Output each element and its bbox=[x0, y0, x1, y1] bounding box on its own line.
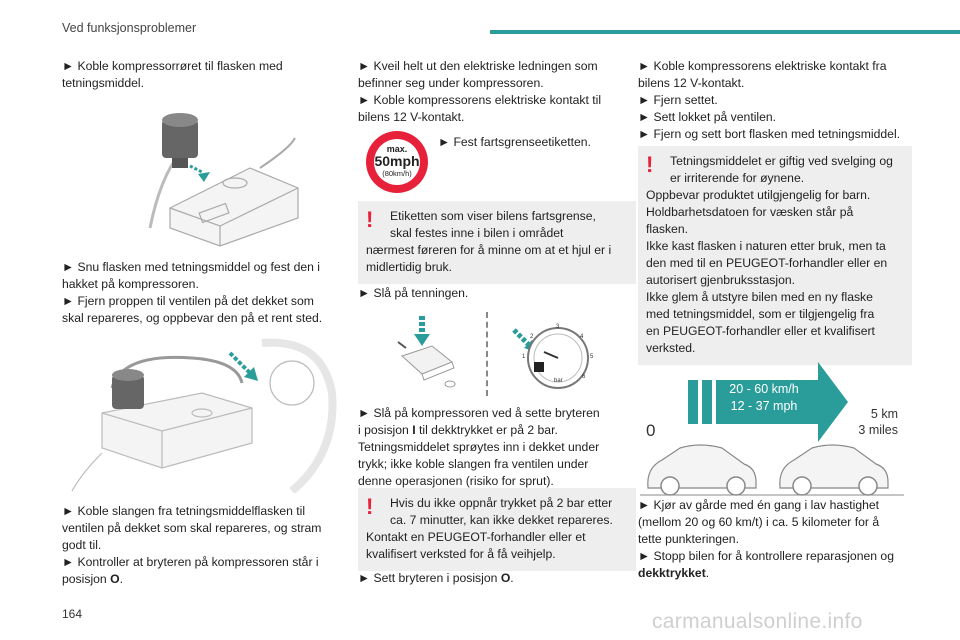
text-line: bilens 12 V-kontakt. bbox=[358, 110, 465, 124]
text-line: skal repareres, og oppbevar den på et rent sted. bbox=[62, 311, 323, 325]
text-line: ► Koble kompressorens elektriske kontakt fra bbox=[638, 59, 887, 73]
text-line: (mellom 20 og 60 km/t) i ca. 5 kilometer for å bbox=[638, 515, 880, 529]
compressor-hose-illustration bbox=[62, 333, 340, 493]
text-line: tetningsmiddel. bbox=[62, 76, 144, 90]
text-line: Etiketten som viser bilens fartsgrense, bbox=[390, 209, 596, 223]
text-line: Holdbarhetsdatoen for væsken står på bbox=[646, 205, 854, 219]
text-line: Tetningsmiddelet sprøytes inn i dekket under bbox=[358, 440, 600, 454]
text-line: bilens 12 V-kontakt. bbox=[638, 76, 745, 90]
column-2b bbox=[358, 405, 636, 490]
distance-km-text: 5 km bbox=[870, 407, 898, 421]
text-line: nærmest føreren for å minne om at et hjul er i bbox=[366, 243, 612, 257]
gauge-label-2: 2 bbox=[530, 334, 534, 340]
col1-paragraph-1 bbox=[62, 58, 340, 92]
header-bar bbox=[490, 30, 960, 34]
header-title: Ved funksjonsproblemer bbox=[62, 21, 197, 35]
text-line: posisjon O. bbox=[62, 572, 123, 586]
label-instruction: ► Fest fartsgrenseetiketten. bbox=[438, 135, 591, 149]
watermark-text: carmanualsonline.info bbox=[652, 610, 863, 633]
text-line: tette punkteringen. bbox=[638, 532, 739, 546]
text-line: verksted. bbox=[646, 341, 696, 355]
col2-paragraph-compressor bbox=[358, 405, 636, 490]
text-line: autorisert gjenbruksstasjon. bbox=[646, 273, 796, 287]
gauge-label-1: 1 bbox=[522, 354, 526, 360]
col2-paragraph-1 bbox=[358, 58, 636, 126]
text-line: Ikke glem å utstyre bilen med en ny flaske bbox=[646, 290, 873, 304]
distance-miles-text: 3 miles bbox=[858, 423, 898, 437]
text-line: denne operasjonen (risiko for sprut). bbox=[358, 474, 554, 488]
text-line: befinner seg under kompressoren. bbox=[358, 76, 544, 90]
column-1b bbox=[62, 259, 340, 327]
sign-main-text: 50mph bbox=[374, 153, 420, 169]
ignition-instruction: ► Slå på tenningen. bbox=[358, 286, 469, 300]
text-line: Tetningsmiddelet er giftig ved svelging og bbox=[670, 154, 893, 168]
text-line: en PEUGEOT-forhandler eller et kvalifisert bbox=[646, 324, 875, 338]
column-2 bbox=[358, 58, 636, 126]
text-line: skal festes inne i bilen i området bbox=[390, 226, 564, 240]
text-line: ► Fjern og sett bort flasken med tetningsmiddel. bbox=[638, 127, 901, 141]
switch-illustration bbox=[392, 316, 472, 388]
warning-box-label bbox=[358, 201, 636, 284]
warning-box-toxic bbox=[638, 146, 912, 365]
text-line: ► Kontroller at bryteren på kompressoren står i bbox=[62, 555, 319, 569]
warning-icon: ! bbox=[646, 152, 654, 177]
col3-paragraph-drive bbox=[638, 497, 904, 582]
text-line: Oppbevar produktet utilgjengelig for barn. bbox=[646, 188, 871, 202]
sign-top-text: max. bbox=[386, 144, 408, 154]
gauge-label-4: 4 bbox=[580, 334, 584, 340]
speed-mph-text: 12 - 37 mph bbox=[730, 399, 798, 413]
text-line: godt til. bbox=[62, 538, 102, 552]
text-line: ► Koble kompressorrøret til flasken med bbox=[62, 59, 283, 73]
sign-sub-text: (80km/h) bbox=[382, 169, 412, 178]
page-number: 164 bbox=[62, 607, 83, 621]
switch-off-instruction: ► Sett bryteren i posisjon O. bbox=[358, 571, 514, 585]
text-line: ► Sett lokket på ventilen. bbox=[638, 110, 777, 124]
col1-paragraph-2 bbox=[62, 259, 340, 327]
column-1c bbox=[62, 503, 340, 588]
warning-icon: ! bbox=[366, 494, 374, 519]
speed-limit-sign bbox=[364, 129, 430, 195]
text-line: hakket på kompressoren. bbox=[62, 277, 199, 291]
column-3b bbox=[638, 497, 904, 582]
text-line: ► Koble slangen fra tetningsmiddelflasken til bbox=[62, 504, 306, 518]
speed-kmh-text: 20 - 60 km/h bbox=[729, 382, 799, 396]
text-line: ► Koble kompressorens elektriske kontakt til bbox=[358, 93, 602, 107]
text-line: ► Fjern proppen til ventilen på det dekket som bbox=[62, 294, 314, 308]
text-line: midlertidig bruk. bbox=[366, 260, 453, 274]
text-line: ► Kveil helt ut den elektriske ledningen som bbox=[358, 59, 598, 73]
col3-paragraph-1 bbox=[638, 58, 904, 143]
text-line: ventilen på dekket som skal repareres, og stram bbox=[62, 521, 322, 535]
divider-vertical bbox=[486, 312, 488, 396]
col1-paragraph-3 bbox=[62, 503, 340, 588]
text-line: er irriterende for øynene. bbox=[670, 171, 805, 185]
warning-icon: ! bbox=[366, 207, 374, 232]
text-line: ► Fjern settet. bbox=[638, 93, 718, 107]
text-line: ► Kjør av gårde med én gang i lav hastighet bbox=[638, 498, 880, 512]
gauge-unit: bar bbox=[554, 378, 563, 384]
text-line: ca. 7 minutter, kan ikke dekket repareres. bbox=[390, 513, 613, 527]
text-line: ► Stopp bilen for å kontrollere reparasjonen og bbox=[638, 549, 894, 563]
warning-box-pressure bbox=[358, 488, 636, 571]
speed-distance-diagram bbox=[640, 360, 904, 496]
text-line: den med til en PEUGEOT-forhandler eller en bbox=[646, 256, 888, 270]
text-line: trykk; ikke koble slangen fra ventilen under bbox=[358, 457, 589, 471]
text-line: Kontakt en PEUGEOT-forhandler eller et bbox=[366, 530, 586, 544]
start-zero-text: 0 bbox=[646, 421, 656, 440]
pressure-gauge bbox=[500, 308, 610, 392]
gauge-label-6: 6 bbox=[582, 374, 586, 380]
text-line: kvalifisert verksted for å få veihjelp. bbox=[366, 547, 556, 561]
text-line: dekktrykket. bbox=[638, 566, 710, 580]
text-line: ► Snu flasken med tetningsmiddel og fest den i bbox=[62, 260, 320, 274]
text-line: med tetningsmiddel, som er tilgjengelig fra bbox=[646, 307, 875, 321]
text-line: ► Slå på kompressoren ved å sette bryteren bbox=[358, 406, 600, 420]
compressor-bottle-illustration bbox=[140, 108, 300, 248]
gauge-label-3: 3 bbox=[556, 324, 560, 330]
text-line: flasken. bbox=[646, 222, 689, 236]
gauge-label-5: 5 bbox=[590, 354, 594, 360]
text-line: Ikke kast flasken i naturen etter bruk, men ta bbox=[646, 239, 886, 253]
text-line: Hvis du ikke oppnår trykket på 2 bar etter bbox=[390, 496, 613, 510]
column-1 bbox=[62, 58, 340, 92]
column-3 bbox=[638, 58, 904, 143]
text-line: i posisjon I til dekktrykket er på 2 bar. bbox=[358, 423, 558, 437]
